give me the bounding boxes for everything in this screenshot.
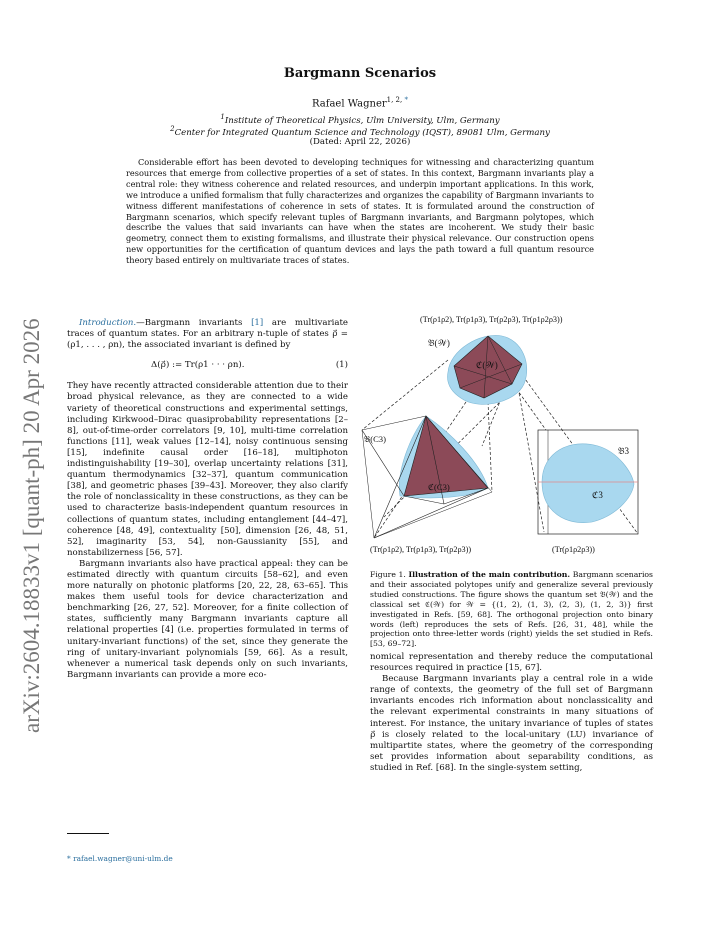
equation-body: Δ(ρ⃗) := Tr(ρ1 · · · ρn). bbox=[151, 360, 245, 371]
abstract: Considerable effort has been devoted to developing techniques for witnessing and characterizing quantum resources that emerge from collective properties of a set of states. In this context, Bargmann invariants play a central role: they witness coherence and related resources, and underpin important applications. In this work, we introduce a unified formalism that fully characterizes and organizes the capability of Bargmann invariants to witness different manifestations of coherence in sets of states. It is formulated around the construction of Bargmann scenarios, which specify relevant tuples of Bargmann invariants, and Bargmann polytopes, which describe the values that said invariants can have when the states are incoherent. We study their basic geometry, connect them to existing formalisms, and illustrate their physical relevance. Our construction opens new opportunities for the certification of quantum devices and lays the path toward a full quantum resource theory based entirely on multivariate traces of states. bbox=[126, 157, 594, 266]
author-name: Rafael Wagner bbox=[312, 98, 387, 110]
paragraph-applications: They have recently attracted considerable attention due to their broad physical relevance, as they are connected to a wide variety of theoretical constructions and experimental settings, including Kirkwood–Dirac quasiprobability representations [2–8], out-of-time-order correlators [9, 10], multi-time correlation functions [11], weak values [12–14], noisy continuous sensing [15], indefinite causal order [16–18], multiphoton indistinguishability [19–30], overlap uncertainty relations [31], quantum thermodynamics [32–37], quantum communication [38], and geometric phases [39–43]. Moreover, they also clarify the role of nonclassicality in these constructions, as they can be used to characterize basis-independent quantum resources in collections of quantum states, including entanglement [44–47], coherence [48, 49], contextuality [50], dimension [26, 48, 51, 52], imaginarity [53, 54], non-Gaussianity [55], and nonstabilizerness [56, 57]. bbox=[67, 381, 348, 558]
author-marks: 1, 2, bbox=[386, 96, 405, 104]
equation-number: (1) bbox=[335, 360, 348, 371]
left-column bbox=[67, 318, 348, 681]
footnote bbox=[67, 854, 173, 863]
intro-paragraph: Introduction.—Bargmann invariants [1] are multivariate traces of quantum states. For an arbitrary n-tuple of states ρ⃗ = (ρ1, . . . , ρn), the associated invariant is defined by bbox=[67, 318, 348, 351]
label-b3: 𝔅3 bbox=[618, 446, 629, 456]
label-cc3: ℭ(C3) bbox=[428, 482, 450, 492]
paragraph-economical: nomical representation and thereby reduce the computational resources required in practice [15, 67]. bbox=[370, 652, 653, 674]
citation-link[interactable]: [1] bbox=[251, 318, 264, 328]
arxiv-stamp bbox=[2, 255, 62, 735]
label-bottom-left: (Tr(ρ1ρ2), Tr(ρ1ρ3), Tr(ρ2ρ3)) bbox=[370, 545, 472, 554]
label-bc3: 𝔅(C3) bbox=[364, 434, 386, 444]
label-bw: 𝔅(𝒲) bbox=[428, 338, 450, 348]
affiliation-2: $^2$Center for Integrated Quantum Science and Technology (IQST), 89081 Ulm, Germany bbox=[170, 125, 550, 138]
paragraph-practical: Bargmann invariants also have practical appeal: they can be estimated directly with quantum circuits [58–62], and even more naturally on photonic platforms [20, 22, 28, 63–65]. This makes them useful tools for device characterization and benchmarking [26, 27, 52]. Moreover, for a finite collection of states, sufficiently many Bargmann invariants capture all relational properties [4] (i.e. properties formulated in terms of unitary-invariant functions) of the set, since they generate the ring of unitary-invariant polynomials [59, 66]. As a result, whenever a numerical task depends only on such invariants, Bargmann invariants can provide a more eco- bbox=[67, 558, 348, 680]
caption-label: Figure 1. bbox=[370, 570, 406, 579]
footnote-rule bbox=[67, 833, 109, 834]
footnote-mark: * bbox=[67, 854, 71, 863]
figure-caption bbox=[370, 570, 653, 649]
intro-heading: Introduction. bbox=[79, 318, 137, 328]
caption-text: Bargmann scenarios and their associated polytopes unify and generalize several previously studied constructions. The figure shows the quantum set 𝔅(𝒲) and the classical set ℭ(𝒲) for 𝒲 = {(1, 2), (1, 3), (2, 3), (1, 2, 3)} first investigated in Refs. [59, 68]. The orthogonal projection onto binary words (left) reproduces the sets of Refs. [26, 31, 48], while the projection onto three-letter words (right) yields the set studied in Refs. [53, 69–72]. bbox=[370, 570, 653, 649]
caption-bold: Illustration of the main contribution. bbox=[408, 570, 571, 579]
email-link[interactable]: rafael.wagner@uni-ulm.de bbox=[73, 854, 173, 863]
figure-1 bbox=[364, 312, 653, 564]
equation-1 bbox=[67, 360, 348, 371]
author-line bbox=[0, 96, 720, 109]
paragraph-geometry: Because Bargmann invariants play a central role in a wide range of contexts, the geometry of the full set of Bargmann invariants encodes rich information about nonclassicality and the relevant experimental constraints in many situations of interest. For instance, the unitary invariance of tuples of states ρ⃗ is closely related to the local-unitary (LU) invariance of multipartite states, where the geometry of the corresponding set provides information about separability conditions, as studied in Ref. [68]. In the single-system setting, bbox=[370, 674, 653, 773]
label-cw: ℭ(𝒲) bbox=[476, 360, 498, 370]
right-column bbox=[370, 652, 653, 774]
arxiv-stamp-text: arXiv:2604.18833v1 [quant-ph] 20 Apr 2026 bbox=[19, 318, 44, 733]
author-email-link[interactable]: * bbox=[404, 96, 408, 104]
dated-line: (Dated: April 22, 2026) bbox=[309, 137, 411, 147]
label-c3: ℭ3 bbox=[592, 490, 603, 500]
paper-title: Bargmann Scenarios bbox=[283, 66, 437, 81]
label-bottom-right: (Tr(ρ1ρ2ρ3)) bbox=[552, 545, 595, 554]
label-top: (Tr(ρ1ρ2), Tr(ρ1ρ3), Tr(ρ2ρ3), Tr(ρ1ρ2ρ3)) bbox=[420, 315, 563, 324]
affiliation-1: $^1$Institute of Theoretical Physics, Ulm University, Ulm, Germany bbox=[220, 113, 500, 126]
